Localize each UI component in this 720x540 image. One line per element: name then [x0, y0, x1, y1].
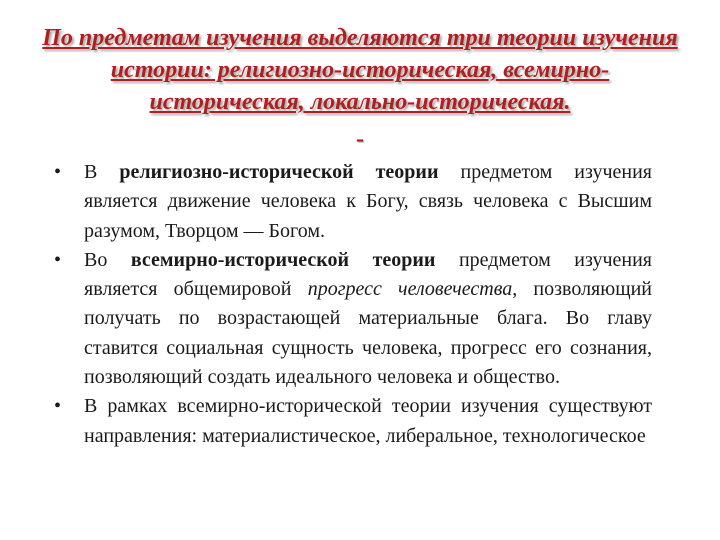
item-term: всемирно-исторической теории — [130, 248, 436, 271]
bullet-icon: • — [54, 395, 62, 418]
bullet-icon: • — [54, 248, 62, 271]
item-text-middle: предметом изучения является общемировой — [84, 248, 652, 301]
item-text-prefix: Во — [84, 248, 131, 271]
bullet-list — [52, 158, 652, 451]
title-dash: - — [356, 126, 364, 152]
item-text: , позволяющий получать по возрастающей материальные блага. Во главу ставится социальная сущность человека, прогресс его сознания, позволяющий создать идеального человека и общество. — [84, 278, 653, 389]
bullet-icon: • — [54, 161, 62, 183]
item-text: В рамках всемирно-исторической теории изучения существуют направления: материалистическое, либеральное, технологическое — [84, 395, 652, 447]
bullet-item-religious — [52, 158, 652, 246]
bullet-item-directions — [52, 392, 652, 451]
item-text: предметом изучения является движение человека к Богу, связь человека с Высшим разумом, Творцом — Богом. — [84, 161, 653, 242]
item-term: религиозно-исторической теории — [119, 161, 439, 183]
slide-title: По предметам изучения выделяются три теории изучения истории: религиозно-историческая, всемирно-историческая, локально-историческая. — [42, 25, 678, 115]
bullet-item-world — [52, 246, 652, 392]
item-text-prefix: В — [84, 161, 120, 183]
item-emphasis: прогресс человечества — [307, 278, 513, 301]
